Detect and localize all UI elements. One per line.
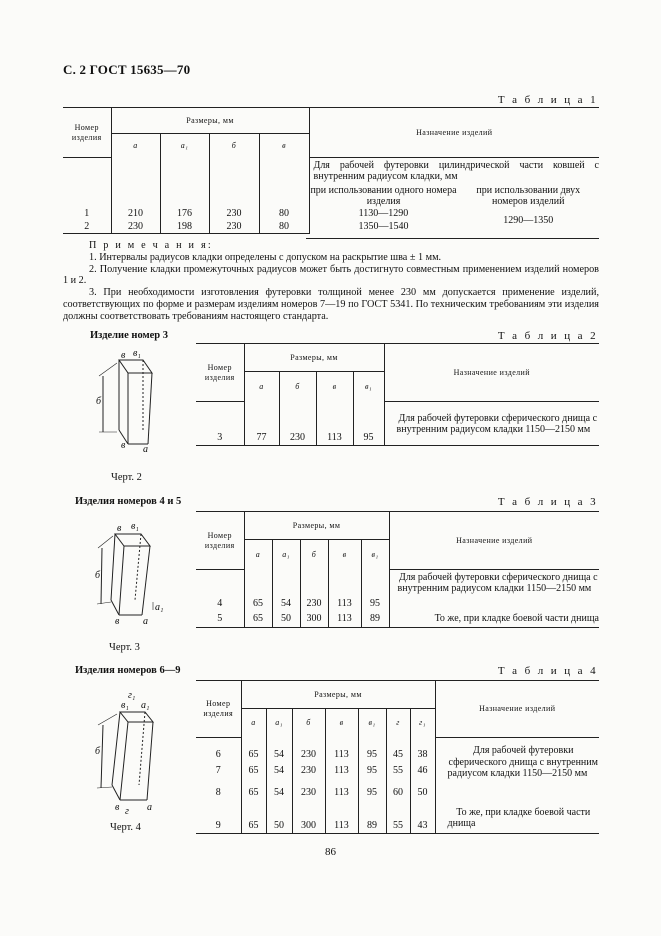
table-row: 9 65 50 300 113 89 55 43 То же, при кладке боевой части днища [196, 804, 599, 834]
figure-2-caption: Черт. 2 [111, 472, 142, 483]
t4-h-g: г [386, 709, 410, 738]
t4-purpose-1: Для рабочей футеровки сферического днища с внутренним радиусом кладки 1150—2150 мм [447, 745, 598, 779]
t2-purpose: Для рабочей футеровки сферического днища с внутренним радиусом кладки 1150—2150 мм [384, 402, 599, 446]
table-row: 8 65 54 230 113 95 60 50 [196, 782, 599, 804]
t2-h-v1: в₁ [353, 372, 384, 402]
t3-col-sizes: Размеры, мм [244, 512, 389, 540]
fig3-letter-a: а [143, 616, 148, 627]
t1-purpose-sub1: при использовании одного номера изделия [310, 185, 457, 207]
fig2-letter-v-bottom: в [121, 440, 126, 451]
fig4-letter-v: в [115, 802, 120, 813]
table1 [63, 107, 599, 234]
fig2-letter-v: в [121, 350, 126, 361]
t1-purpose-sub2: при использовании двух номеров изделий [476, 185, 581, 207]
t3-col-no: Номер изделия [196, 512, 244, 570]
figure-3 [95, 520, 175, 630]
t1-h-a1: а₁ [160, 134, 209, 158]
note-2: 2. Получение кладки промежуточных радиусов может быть достигнуто совместным применением изделий номеров 1 и 2. [63, 263, 599, 287]
t2-col-purpose: Назначение изделий [384, 344, 599, 402]
fig4-letter-b: б [95, 746, 101, 757]
t1-range2: 1290—1350 [503, 214, 554, 226]
fig2-letter-v1: в₁ [133, 348, 141, 359]
fig2-letter-b: б [96, 396, 102, 407]
t4-purpose-2: То же, при кладке боевой части днища [435, 804, 599, 834]
t4-h-a1: а₁ [266, 709, 292, 738]
t4-col-purpose: Назначение изделий [435, 681, 599, 738]
fig3-letter-v: в [117, 523, 122, 534]
table2 [196, 343, 599, 446]
table2-caption: Т а б л и ц а 2 [497, 330, 598, 342]
t1-h-v: в [259, 134, 309, 158]
fig3-letter-v1: в₁ [131, 521, 139, 532]
table-row: 7 65 54 230 113 95 55 46 [196, 760, 599, 782]
table3-section-title: Изделия номеров 4 и 5 [75, 496, 182, 507]
table4-section-title: Изделия номеров 6—9 [75, 665, 181, 676]
table3 [196, 511, 599, 628]
note-3: 3. При необходимости изготовления футеровки толщиной менее 230 мм допускается применение изделий, соответствующих по форме и размерам изделиям номеров 7—19 по ГОСТ 5341. По техническим требованиям эти изделия должны соответствовать требованиям настоящего стандарта. [63, 287, 599, 322]
t1-h-b: б [209, 134, 259, 158]
table1-caption: Т а б л и ц а 1 [497, 94, 598, 106]
fig3-letter-b: б [95, 570, 101, 581]
t3-h-a: а [244, 540, 272, 570]
figure-2 [95, 348, 175, 458]
t3-h-v: в [328, 540, 361, 570]
fig4-letter-g: г [125, 806, 129, 817]
table-row: 4 65 54 230 113 95 Для рабочей футеровки сферического днища с внутренним радиусом кладки 1150—2150 мм [196, 570, 599, 610]
t4-h-a: а [241, 709, 266, 738]
table4 [196, 680, 599, 834]
t2-h-v: в [316, 372, 353, 402]
table2-section-title: Изделие номер 3 [90, 330, 169, 341]
t4-h-b: б [292, 709, 325, 738]
t1-r2-range1: 1350—1540 [358, 221, 409, 232]
t3-purpose-1: Для рабочей футеровки сферического днища с внутренним радиусом кладки 1150—2150 мм [397, 572, 598, 594]
fig4-letter-a1: а₁ [141, 700, 150, 711]
table-row: 1 210 176 230 80 1130—1290 1350—1540 1290—1350 [63, 207, 599, 220]
table3-caption: Т а б л и ц а 3 [497, 496, 598, 508]
fig3-letter-v-bottom: в [115, 616, 120, 627]
t3-h-b: б [300, 540, 328, 570]
table4-caption: Т а б л и ц а 4 [497, 665, 598, 677]
figure-4-caption: Черт. 4 [110, 822, 141, 833]
fig4-letter-v1: в₁ [121, 700, 129, 711]
t3-h-v1: в₁ [361, 540, 389, 570]
t4-col-sizes: Размеры, мм [241, 681, 435, 709]
page-number: 86 [325, 846, 336, 858]
notes-heading: П р и м е ч а н и я: [89, 240, 213, 251]
t1-h-a: а [111, 134, 160, 158]
fig4-letter-a: а [147, 802, 152, 813]
fig4-letter-g1: г₁ [128, 690, 136, 701]
t1-r1-range1: 1130—1290 [358, 208, 409, 219]
t2-col-no: Номер изделия [196, 344, 244, 402]
figure-3-caption: Черт. 3 [109, 642, 140, 653]
table-row: 2 230 198 230 80 [63, 220, 599, 233]
t2-col-sizes: Размеры, мм [244, 344, 384, 372]
t3-h-a1: а₁ [272, 540, 300, 570]
fig3-letter-a1: а₁ [155, 602, 164, 613]
t2-h-a: а [244, 372, 279, 402]
notes [63, 240, 599, 323]
t4-h-v1: в₁ [358, 709, 386, 738]
t1-purpose-main: Для рабочей футеровки цилиндрической части ковшей с внутренним радиусом кладки, мм [313, 160, 599, 182]
note-1: 1. Интервалы радиусов кладки определены с допуском на раскрытие шва ± 1 мм. [89, 251, 442, 263]
t2-h-b: б [279, 372, 316, 402]
fig2-letter-a: а [143, 444, 148, 455]
t3-purpose-2: То же, при кладке боевой части днища [389, 610, 599, 628]
page-header: С. 2 ГОСТ 15635—70 [63, 62, 191, 77]
t4-h-g1: г₁ [410, 709, 435, 738]
t3-col-purpose: Назначение изделий [389, 512, 599, 570]
t1-col-sizes: Размеры, мм [111, 108, 309, 134]
t1-col-purpose: Назначение изделий [309, 108, 599, 158]
t1-col-no: Номер изделия [63, 108, 111, 158]
t4-h-v: в [325, 709, 358, 738]
t4-col-no: Номер изделия [196, 681, 241, 738]
table-row: 6 65 54 230 113 95 45 38 Для рабочей футеровки сферического днища с внутренним радиусом кладки 1150—2150 мм [196, 738, 599, 760]
table-row: 3 77 230 113 95 Для рабочей футеровки сферического днища с внутренним радиусом кладки 1150—2150 мм [196, 402, 599, 446]
figure-4 [95, 690, 175, 820]
table-row: 5 65 50 300 113 89 То же, при кладке боевой части днища [196, 610, 599, 628]
